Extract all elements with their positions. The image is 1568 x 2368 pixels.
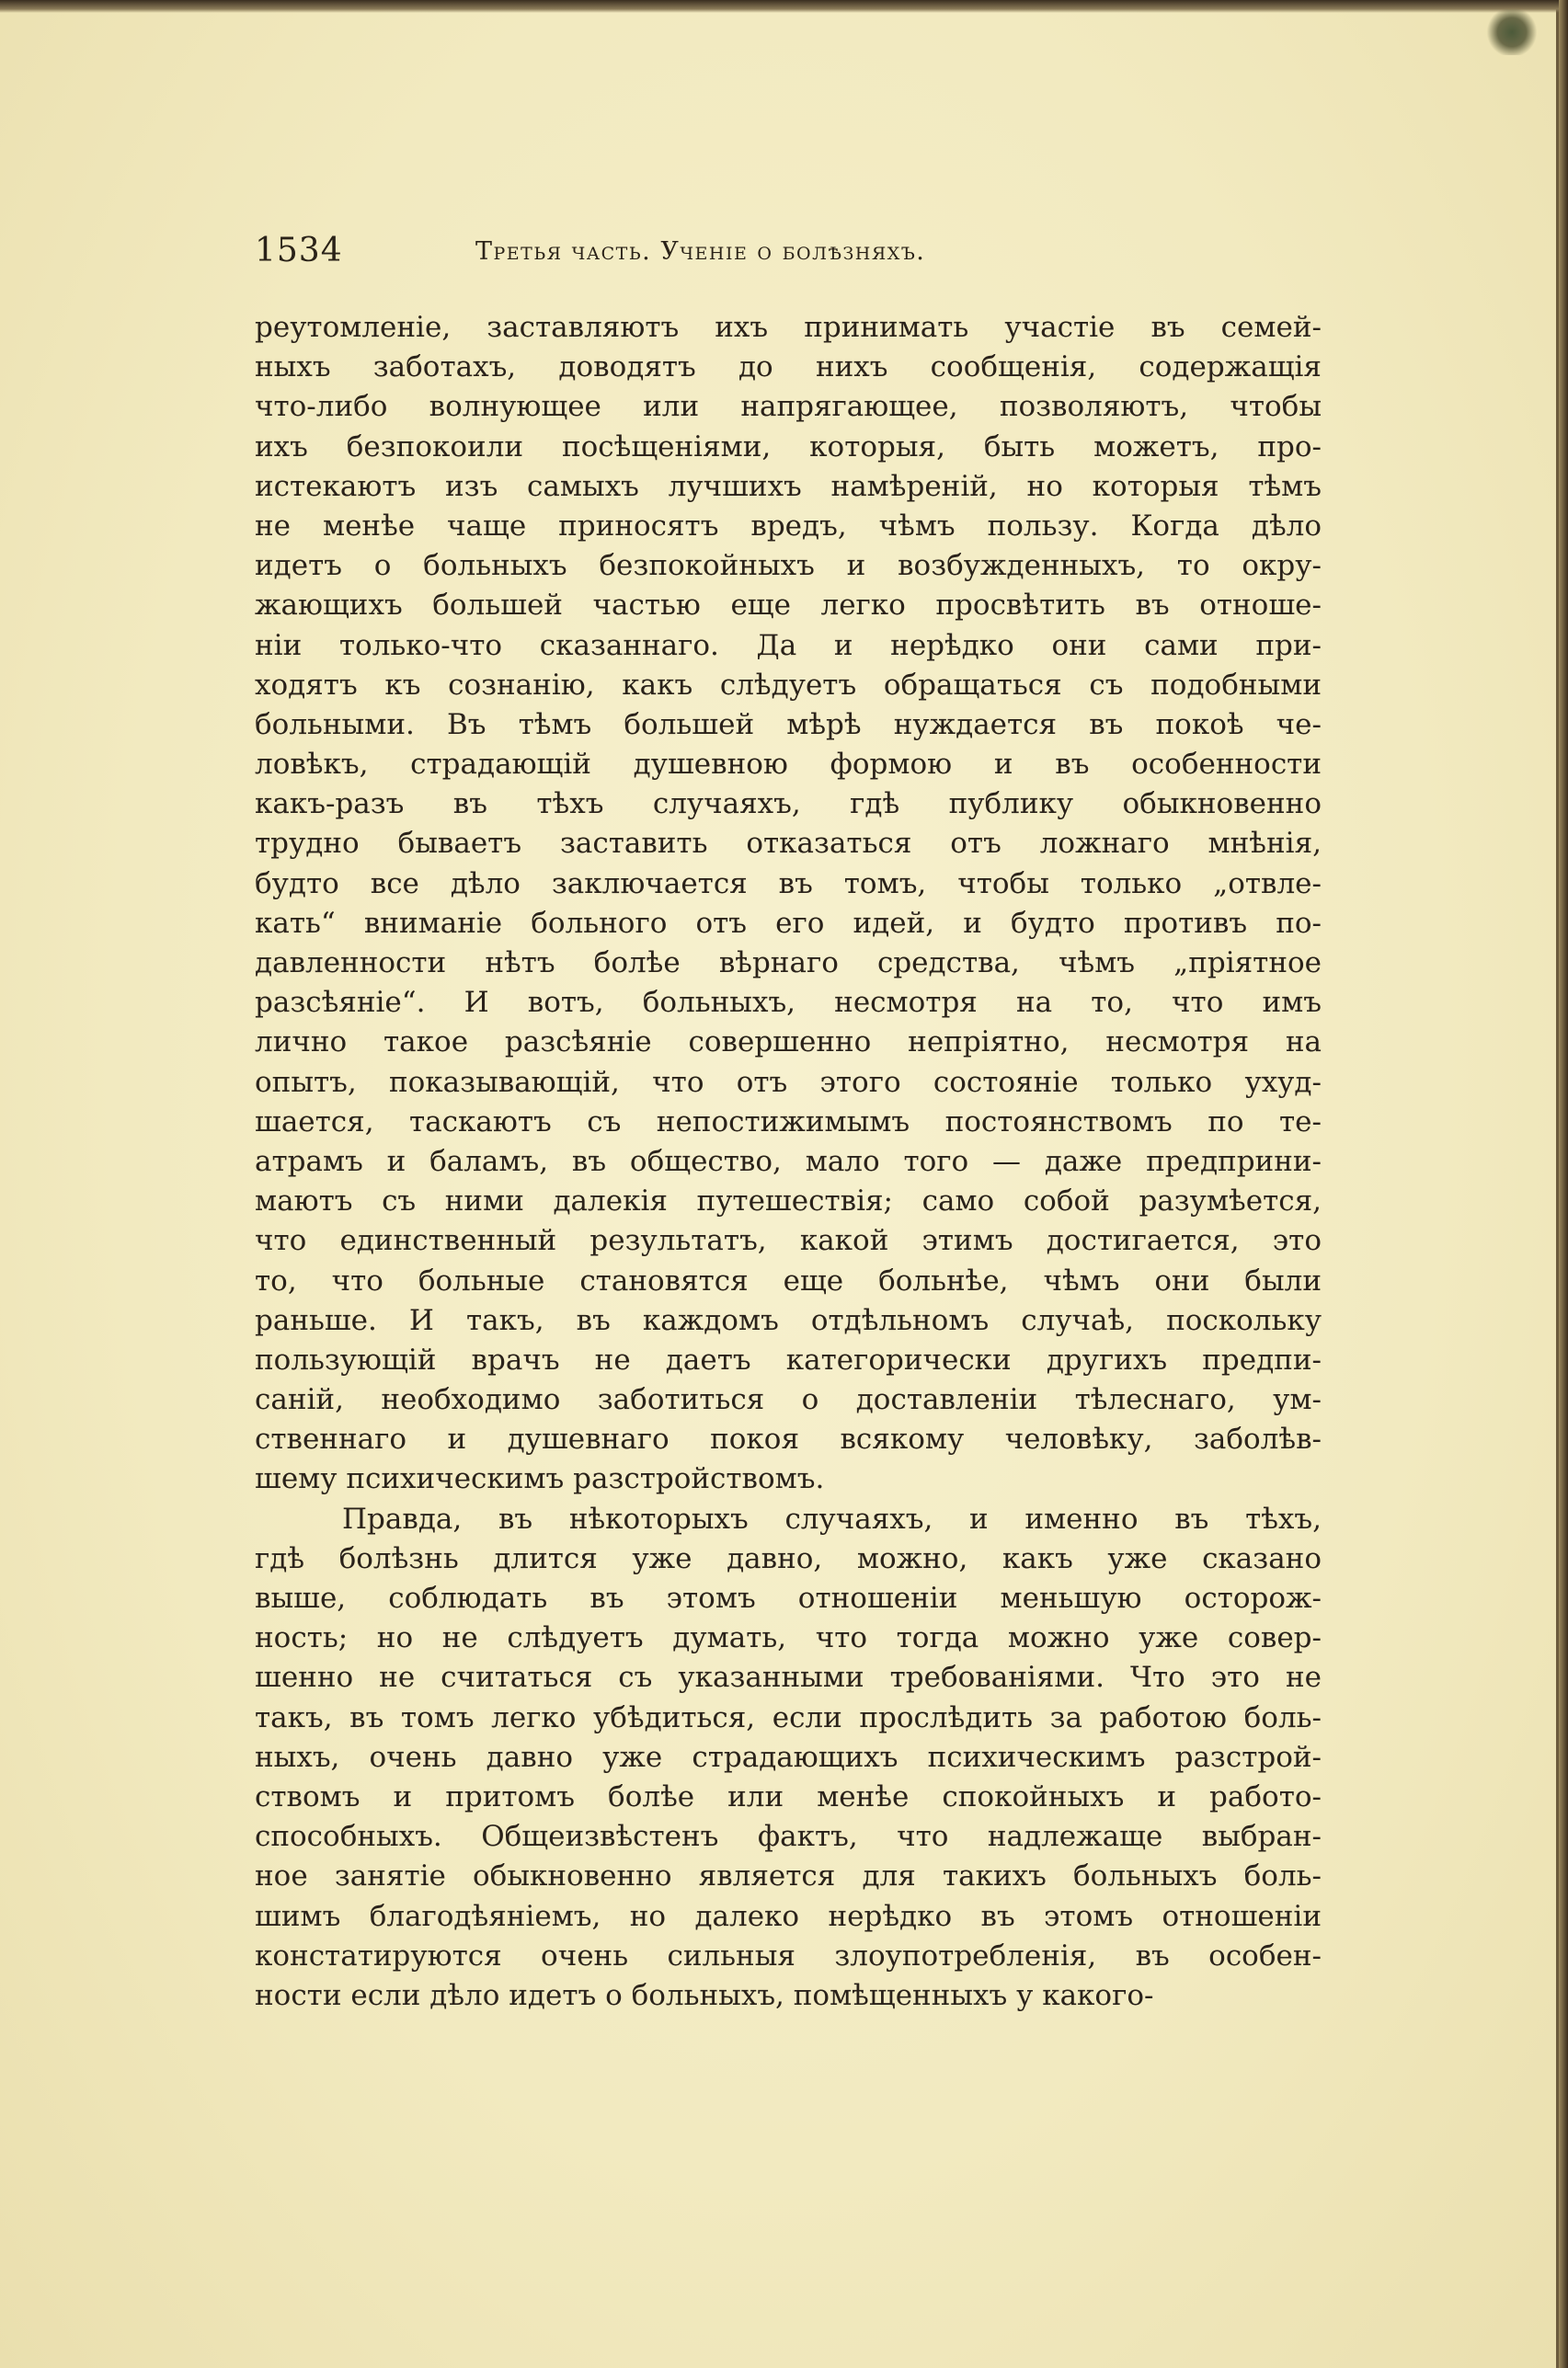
text-line: такъ, въ томъ легко убѣдиться, если прослѣдить за работою боль- (255, 1700, 1322, 1734)
text-line: шему психическимъ разстройствомъ. (255, 1462, 825, 1496)
text-line: ность; но не слѣдуетъ думать, что тогда можно уже совер- (255, 1621, 1322, 1655)
text-line: ходятъ къ сознанію, какъ слѣдуетъ обращаться съ подобными (255, 668, 1322, 702)
text-line: ніи только-что сказаннаго. Да и нерѣдко они сами при- (255, 628, 1322, 662)
text-line: Правда, въ нѣкоторыхъ случаяхъ, и именно въ тѣхъ, (342, 1502, 1322, 1536)
text-line: атрамъ и баламъ, въ общество, мало того — даже предприни- (255, 1144, 1322, 1178)
body-text (255, 308, 1322, 2016)
text-line: идетъ о больныхъ безпокойныхъ и возбужденныхъ, то окру- (255, 549, 1322, 583)
text-line: ловѣкъ, страдающій душевною формою и въ особенности (255, 748, 1322, 782)
text-line: способныхъ. Общеизвѣстенъ фактъ, что надлежаще выбран- (255, 1820, 1322, 1854)
text-line: шимъ благодѣяніемъ, но далеко нерѣдко въ этомъ отношеніи (255, 1899, 1322, 1933)
page-top-edge (0, 0, 1568, 13)
paragraph (255, 1500, 1322, 2016)
text-line: раньше. И такъ, въ каждомъ отдѣльномъ случаѣ, поскольку (255, 1303, 1322, 1337)
text-line: ствомъ и притомъ болѣе или менѣе спокойныхъ и работо- (255, 1779, 1322, 1813)
text-line: разсѣяніе“. И вотъ, больныхъ, несмотря на то, что имъ (255, 986, 1322, 1020)
page-number: 1534 (255, 232, 343, 269)
text-line: что единственный результатъ, какой этимъ достигается, это (255, 1224, 1322, 1258)
text-line: реутомленіе, заставляютъ ихъ принимать участіе въ семей- (255, 311, 1322, 344)
text-line: ное занятіе обыкновенно является для такихъ больныхъ боль- (255, 1859, 1322, 1893)
text-line: жающихъ большей частью еще легко просвѣтить въ отноше- (255, 589, 1322, 623)
text-line: шенно не считаться съ указанными требованіями. Что это не (255, 1661, 1322, 1695)
text-line: ности если дѣло идетъ о больныхъ, помѣщенныхъ у какого- (255, 1978, 1154, 2012)
text-line: кать“ вниманіе больного отъ его идей, и будто противъ по- (255, 906, 1322, 940)
text-line: шается, таскаютъ съ непостижимымъ постоянствомъ по те- (255, 1104, 1322, 1138)
text-line: констатируются очень сильныя злоупотребленія, въ особен- (255, 1939, 1322, 1973)
text-line: давленности нѣтъ болѣе вѣрнаго средства, чѣмъ „пріятное (255, 946, 1322, 979)
paragraph (255, 308, 1322, 1500)
text-line: ныхъ, очень давно уже страдающихъ психическимъ разстрой- (255, 1740, 1322, 1774)
text-line: ственнаго и душевнаго покоя всякому человѣку, заболѣв- (255, 1423, 1322, 1457)
text-line: что-либо волнующее или напрягающее, позволяютъ, чтобы (255, 390, 1322, 424)
text-line: то, что больные становятся еще больнѣе, чѣмъ они были (255, 1264, 1322, 1298)
page-right-edge (1559, 0, 1568, 2368)
text-line: саній, необходимо заботиться о доставленіи тѣлеснаго, ум- (255, 1383, 1322, 1417)
text-line: какъ-разъ въ тѣхъ случаяхъ, гдѣ публику обыкновенно (255, 787, 1322, 821)
running-head (255, 232, 1340, 278)
text-line: ныхъ заботахъ, доводятъ до нихъ сообщенія, содержащія (255, 350, 1322, 384)
text-line: трудно бываетъ заставить отказаться отъ ложнаго мнѣнія, (255, 827, 1322, 861)
text-line: маютъ съ ними далекія путешествія; само собой разумѣется, (255, 1184, 1322, 1218)
text-line: истекаютъ изъ самыхъ лучшихъ намѣреній, но которыя тѣмъ (255, 469, 1322, 503)
text-line: пользующій врачъ не даетъ категорически другихъ предпи- (255, 1343, 1322, 1377)
text-line: будто все дѣло заключается въ томъ, чтобы только „отвле- (255, 866, 1322, 900)
text-line: не менѣе чаще приносятъ вредъ, чѣмъ пользу. Когда дѣло (255, 509, 1322, 543)
text-line: гдѣ болѣзнь длится уже давно, можно, какъ уже сказано (255, 1541, 1322, 1575)
running-title: Третья часть. Ученіе о болѣзняхъ. (475, 237, 926, 266)
text-line: лично такое разсѣяніе совершенно непріятно, несмотря на (255, 1025, 1322, 1059)
page-stain (1484, 9, 1539, 55)
text-line: выше, соблюдать въ этомъ отношеніи меньшую осторож- (255, 1582, 1322, 1615)
text-line: больными. Въ тѣмъ большей мѣрѣ нуждается въ покоѣ че- (255, 707, 1322, 741)
text-line: опытъ, показывающій, что отъ этого состояніе только ухуд- (255, 1065, 1322, 1099)
text-line: ихъ безпокоили посѣщеніями, которыя, быть можетъ, про- (255, 429, 1322, 463)
